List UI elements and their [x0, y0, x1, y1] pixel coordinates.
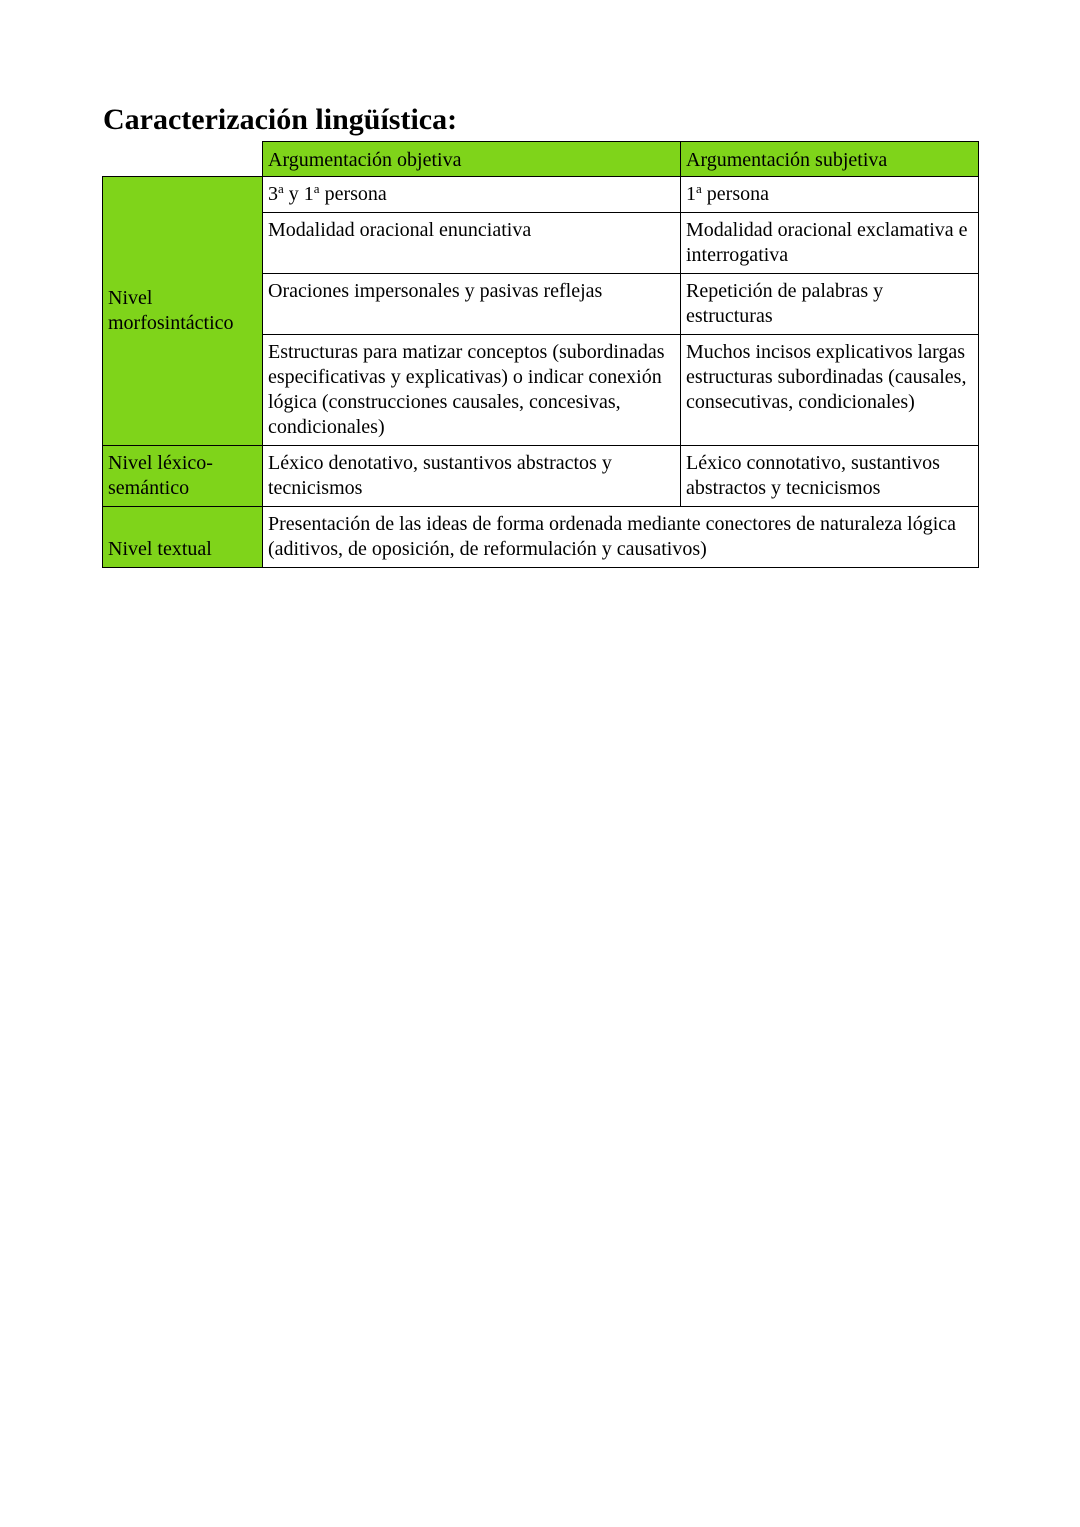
level-textual: Nivel textual	[103, 507, 263, 568]
page-title: Caracterización lingüística:	[103, 103, 458, 136]
header-objective: Argumentación objetiva	[263, 142, 681, 177]
empty-corner-cell	[103, 142, 263, 177]
ordinal-superscript: a	[696, 181, 702, 196]
cell-textual-merged: Presentación de las ideas de forma ordenada mediante conectores de naturaleza lógica (aditivos, de oposición, de reformulación y causativos)	[263, 507, 979, 568]
person-number-3: 3	[268, 183, 278, 205]
cell-subjective-person	[681, 177, 979, 213]
ordinal-superscript: a	[313, 181, 320, 196]
cell-objective-modality: Modalidad oracional enunciativa	[263, 213, 681, 274]
table-row	[103, 446, 979, 507]
header-subjective: Argumentación subjetiva	[681, 142, 979, 177]
person-connector: y 1	[283, 183, 314, 205]
table-header-row	[103, 142, 979, 177]
cell-objective-lexicon: Léxico denotativo, sustantivos abstractos y tecnicismos	[263, 446, 681, 507]
cell-subjective-lexicon: Léxico connotativo, sustantivos abstractos y tecnicismos	[681, 446, 979, 507]
cell-objective-structures: Estructuras para matizar conceptos (subordinadas especificativas y explicativas) o indicar conexión lógica (construcciones causales, concesivas, condicionales)	[263, 335, 681, 446]
level-morphosyntactic: Nivel morfosintáctico	[103, 177, 263, 446]
ordinal-superscript: a	[278, 181, 284, 196]
person-word: persona	[701, 183, 769, 205]
characterization-table	[102, 141, 979, 568]
table-row	[103, 507, 979, 568]
person-word: persona	[319, 183, 387, 205]
person-number-1: 1	[686, 183, 696, 205]
cell-subjective-incisos: Muchos incisos explicativos largas estructuras subordinadas (causales, consecutivas, condicionales)	[681, 335, 979, 446]
cell-subjective-repetition: Repetición de palabras y estructuras	[681, 274, 979, 335]
level-lexical-semantic: Nivel léxico-semántico	[103, 446, 263, 507]
cell-subjective-modality: Modalidad oracional exclamativa e interrogativa	[681, 213, 979, 274]
cell-objective-impersonal: Oraciones impersonales y pasivas reflejas	[263, 274, 681, 335]
cell-objective-person	[263, 177, 681, 213]
table-row	[103, 177, 979, 213]
